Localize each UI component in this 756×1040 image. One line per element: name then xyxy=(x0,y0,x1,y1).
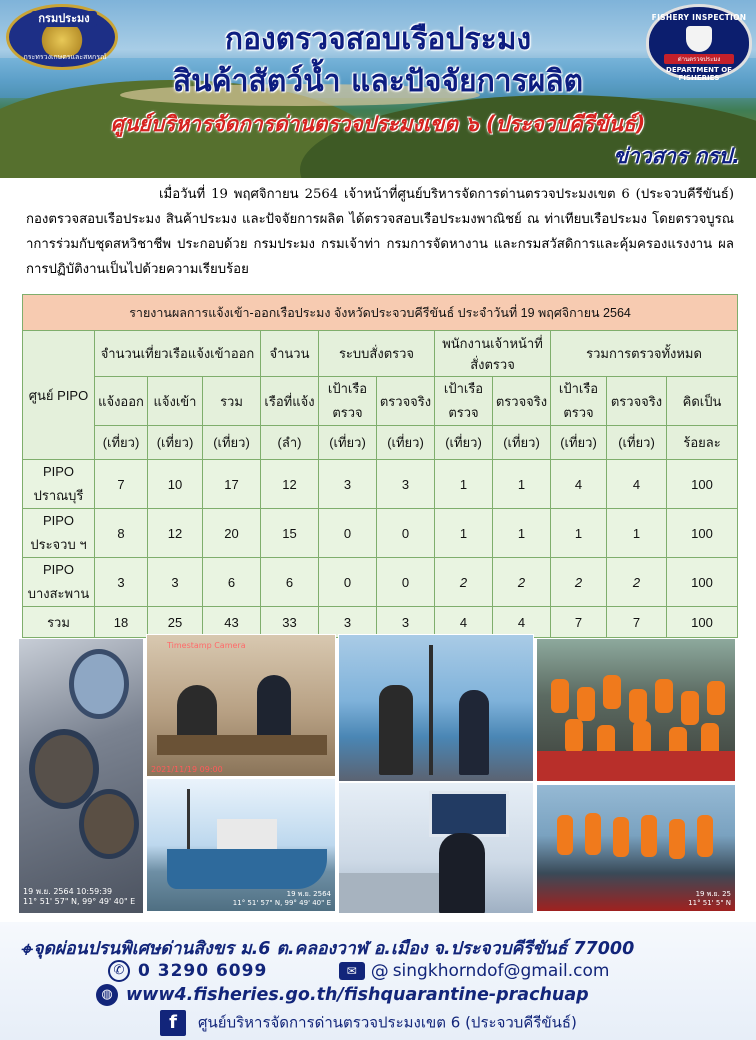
table-row xyxy=(23,558,738,607)
header-sys-target xyxy=(319,377,377,426)
cell-sys-target: 3 xyxy=(319,460,377,509)
lifevest-shape xyxy=(669,819,685,859)
person-shape xyxy=(439,833,485,914)
total-sys-target: 3 xyxy=(319,607,377,638)
lifevest-shape xyxy=(603,675,621,709)
total-out: 18 xyxy=(95,607,148,638)
cell-out: 7 xyxy=(95,460,148,509)
header-target-1: เป้าเรือ xyxy=(558,381,599,396)
person-shape xyxy=(379,685,413,775)
badge-mid-text: ด่านตรวจประมง xyxy=(664,54,734,64)
row-name-1: PIPO xyxy=(42,562,75,577)
unit-trip: (เที่ยว) xyxy=(551,426,607,460)
cell-in: 3 xyxy=(148,558,203,607)
intro-paragraph: เมื่อวันที่ 19 พฤศจิกายน 2564 เจ้าหน้าที่ศูนย์บริหารจัดการด่านตรวจประมงเขต 6 (ประจวบคีรีขันธ์) กองตรวจสอบเรือประมง สินค้าประมง และปัจจัยการผลิต ได้ตรวจสอบเรือประมงพาณิชย์ ณ ท่าเทียบเรือประมง โดยตรวจบูรณาการร่วมกับชุดสหวิชาชีพ ประกอบด้วย กรมประมง กรมเจ้าท่า กรมการจัดหางาน และกรมสวัสดิการและคุ้มครองแรงงาน ผลการปฏิบัติงานเป็นไปด้วยความเรียบร้อย xyxy=(26,187,734,277)
cell-off-target: 1 xyxy=(435,460,493,509)
photo-catch-baskets xyxy=(18,638,144,914)
row-name-2: บางสะพาน xyxy=(27,586,90,601)
total-label: รวม xyxy=(23,607,95,638)
footer xyxy=(0,922,756,1040)
unit-trip: (เที่ยว) xyxy=(148,426,203,460)
badge-bottom-text: DEPARTMENT OF FISHERIES xyxy=(666,66,732,82)
lifevest-shape xyxy=(629,689,647,723)
photo-caption-date: 19 พ.ย. 25 xyxy=(695,890,731,898)
total-boats: 33 xyxy=(261,607,319,638)
boat-hull-shape xyxy=(537,751,736,781)
row-name-2: ประจวบ ฯ xyxy=(30,537,87,552)
row-name-1: PIPO xyxy=(42,513,75,528)
header-percent: คิดเป็น xyxy=(667,377,738,426)
photo-boat-inspection xyxy=(338,634,534,782)
row-center-name xyxy=(23,558,95,607)
basket-shape xyxy=(69,649,129,719)
header-target-1: เป้าเรือ xyxy=(443,381,484,396)
header-off-target xyxy=(435,377,493,426)
report-table xyxy=(22,294,738,638)
total-off-target: 4 xyxy=(435,607,493,638)
globe-icon: ◍ xyxy=(96,984,118,1006)
lifevest-shape xyxy=(585,813,601,855)
lifevest-shape xyxy=(641,815,657,857)
cell-percent: 100 xyxy=(667,509,738,558)
cell-off-actual: 1 xyxy=(493,460,551,509)
footer-facebook-line xyxy=(20,1010,750,1036)
header-group-total: รวมการตรวจทั้งหมด xyxy=(551,331,738,377)
cell-percent: 100 xyxy=(667,460,738,509)
title-line-1: กองตรวจสอบเรือประมง xyxy=(224,22,532,57)
header-off-actual: ตรวจจริง xyxy=(493,377,551,426)
photo-caption-coord: 11° 51' 5" N xyxy=(688,899,731,907)
lifevest-shape xyxy=(707,681,725,715)
cell-tot-target: 4 xyxy=(551,460,607,509)
cell-tot-target: 2 xyxy=(551,558,607,607)
footer-website[interactable]: www4.fisheries.go.th/fishquarantine-prachuap xyxy=(126,985,589,1005)
cell-percent: 100 xyxy=(667,558,738,607)
photo-caption-coord: 11° 51' 57" N, 99° 49' 40" E xyxy=(23,897,136,906)
boat-cabin-shape xyxy=(217,819,277,851)
cell-out: 8 xyxy=(95,509,148,558)
cell-tot-actual: 2 xyxy=(607,558,667,607)
timestamp-app-label: Timestamp Camera xyxy=(167,641,246,650)
header-banner xyxy=(0,0,756,178)
header-group-system: ระบบสั่งตรวจ xyxy=(319,331,435,377)
header-in: แจ้งเข้า xyxy=(148,377,203,426)
unit-trip: (เที่ยว) xyxy=(493,426,551,460)
photo-document-check xyxy=(146,634,336,777)
header-out: แจ้งออก xyxy=(95,377,148,426)
row-center-name xyxy=(23,460,95,509)
unit-trip: (เที่ยว) xyxy=(607,426,667,460)
photo-date: 2021/11/19 09:00 xyxy=(151,765,223,774)
total-off-actual: 4 xyxy=(493,607,551,638)
lifevest-shape xyxy=(655,679,673,713)
header-target-2: ตรวจ xyxy=(332,405,363,420)
photo-caption xyxy=(233,890,331,908)
facebook-icon[interactable]: f xyxy=(160,1010,186,1036)
cell-sys-target: 0 xyxy=(319,509,377,558)
phone-icon: ✆ xyxy=(108,960,130,982)
table-caption: รายงานผลการแจ้งเข้า-ออกเรือประมง จังหวัดประจวบคีรีขันธ์ ประจำวันที่ 19 พฤศจิกายน 2564 xyxy=(23,295,738,331)
total-tot-actual: 7 xyxy=(607,607,667,638)
footer-address: จุดผ่อนปรนพิเศษด่านสิงขร ม.6 ต.คลองวาฬ อ.เมือง จ.ประจวบคีรีขันธ์ 77000 xyxy=(33,939,635,959)
lifevest-shape xyxy=(577,687,595,721)
table-row xyxy=(23,509,738,558)
photo-fishing-boat xyxy=(146,778,336,912)
header-group-count: จำนวน xyxy=(261,331,319,377)
unit-boat: (ลำ) xyxy=(261,426,319,460)
footer-phone[interactable]: 0 3290 6099 xyxy=(138,961,268,981)
lifevest-shape xyxy=(565,719,583,753)
cell-tot-actual: 4 xyxy=(607,460,667,509)
table-total-row xyxy=(23,607,738,638)
map-pin-icon: ⌖ xyxy=(20,937,32,961)
photo-caption xyxy=(688,890,731,908)
footer-facebook[interactable]: ศูนย์บริหารจัดการด่านตรวจประมงเขต 6 (ประจวบคีรีขันธ์) xyxy=(198,1013,577,1032)
cell-sum: 6 xyxy=(203,558,261,607)
footer-email[interactable]: singkhorndof@gmail.com xyxy=(392,961,610,981)
person-shape xyxy=(459,690,489,775)
header-tot-actual: ตรวจจริง xyxy=(607,377,667,426)
cell-in: 12 xyxy=(148,509,203,558)
desk-shape xyxy=(339,873,449,914)
cell-sum: 20 xyxy=(203,509,261,558)
photo-caption xyxy=(23,887,135,907)
footer-website-line xyxy=(20,984,750,1006)
cell-off-actual: 1 xyxy=(493,509,551,558)
unit-trip: (เที่ยว) xyxy=(95,426,148,460)
cell-boats: 15 xyxy=(261,509,319,558)
cell-boats: 12 xyxy=(261,460,319,509)
row-name-1: PIPO xyxy=(42,464,75,479)
cell-sys-actual: 0 xyxy=(377,558,435,607)
lifevest-shape xyxy=(613,817,629,857)
unit-trip: (เที่ยว) xyxy=(435,426,493,460)
header-target-2: ตรวจ xyxy=(563,405,594,420)
email-icon: ✉ xyxy=(339,962,365,980)
header-target-2: ตรวจ xyxy=(448,405,479,420)
row-center-name xyxy=(23,509,95,558)
header-sum: รวม xyxy=(203,377,261,426)
header-group-trips: จำนวนเที่ยวเรือแจ้งเข้าออก xyxy=(95,331,261,377)
photo-crew-lifevests xyxy=(536,638,736,782)
cell-off-target: 1 xyxy=(435,509,493,558)
basket-shape xyxy=(79,789,139,859)
row-name-2: ปราณบุรี xyxy=(33,488,84,503)
total-sys-actual: 3 xyxy=(377,607,435,638)
cell-tot-target: 1 xyxy=(551,509,607,558)
boat-hull-shape xyxy=(167,849,327,889)
unit-percent: ร้อยละ xyxy=(667,426,738,460)
lifevest-shape xyxy=(681,691,699,725)
lifevest-shape xyxy=(551,679,569,713)
total-percent: 100 xyxy=(667,607,738,638)
total-tot-target: 7 xyxy=(551,607,607,638)
monitor-screen-shape xyxy=(429,791,509,837)
cell-in: 10 xyxy=(148,460,203,509)
header-target-1: เป้าเรือ xyxy=(327,381,368,396)
at-sign-icon: @ xyxy=(370,960,389,982)
header-tot-target xyxy=(551,377,607,426)
seal-bottom-text: กระทรวงเกษตรและสหกรณ์ xyxy=(23,53,107,61)
cell-sum: 17 xyxy=(203,460,261,509)
title-line-2: สินค้าสัตว์น้ำ และปัจจัยการผลิต xyxy=(172,64,584,99)
header-center: ศูนย์ PIPO xyxy=(23,331,95,460)
header-sys-actual: ตรวจจริง xyxy=(377,377,435,426)
photo-caption-coord: 11° 51' 57" N, 99° 49' 40" E xyxy=(232,899,331,907)
unit-trip: (เที่ยว) xyxy=(203,426,261,460)
lifevest-shape xyxy=(557,815,573,855)
photo-crew-lineup xyxy=(536,784,736,912)
unit-trip: (เที่ยว) xyxy=(319,426,377,460)
footer-address-line xyxy=(20,934,750,962)
seal-top-text: กรมประมง xyxy=(31,11,97,27)
photo-video-conference xyxy=(338,782,534,914)
cell-boats: 6 xyxy=(261,558,319,607)
cell-out: 3 xyxy=(95,558,148,607)
lifevest-shape xyxy=(633,721,651,755)
total-sum: 43 xyxy=(203,607,261,638)
footer-contact-line xyxy=(20,960,750,982)
mast-shape xyxy=(429,645,433,775)
desk-shape xyxy=(157,735,327,755)
unit-trip: (เที่ยว) xyxy=(377,426,435,460)
cell-sys-actual: 3 xyxy=(377,460,435,509)
cell-off-target: 2 xyxy=(435,558,493,607)
table-row xyxy=(23,460,738,509)
subtitle: ศูนย์บริหารจัดการด่านตรวจประมงเขต ๖ (ประจวบคีรีขันธ์) xyxy=(110,112,646,136)
lifevest-shape xyxy=(697,815,713,857)
cell-off-actual: 2 xyxy=(493,558,551,607)
photo-caption-date: 19 พ.ย. 2564 xyxy=(286,890,331,898)
cell-tot-actual: 1 xyxy=(607,509,667,558)
total-in: 25 xyxy=(148,607,203,638)
cell-sys-target: 0 xyxy=(319,558,377,607)
badge-top-text: FISHERY INSPECTION xyxy=(651,13,747,22)
cell-sys-actual: 0 xyxy=(377,509,435,558)
header-group-officer: พนักงานเจ้าหน้าที่สั่งตรวจ xyxy=(435,331,551,377)
news-label: ข่าวสาร กรป. xyxy=(613,144,740,168)
photo-caption-date: 19 พ.ย. 2564 10:59:39 xyxy=(23,887,113,896)
header-boats: เรือที่แจ้ง xyxy=(261,377,319,426)
